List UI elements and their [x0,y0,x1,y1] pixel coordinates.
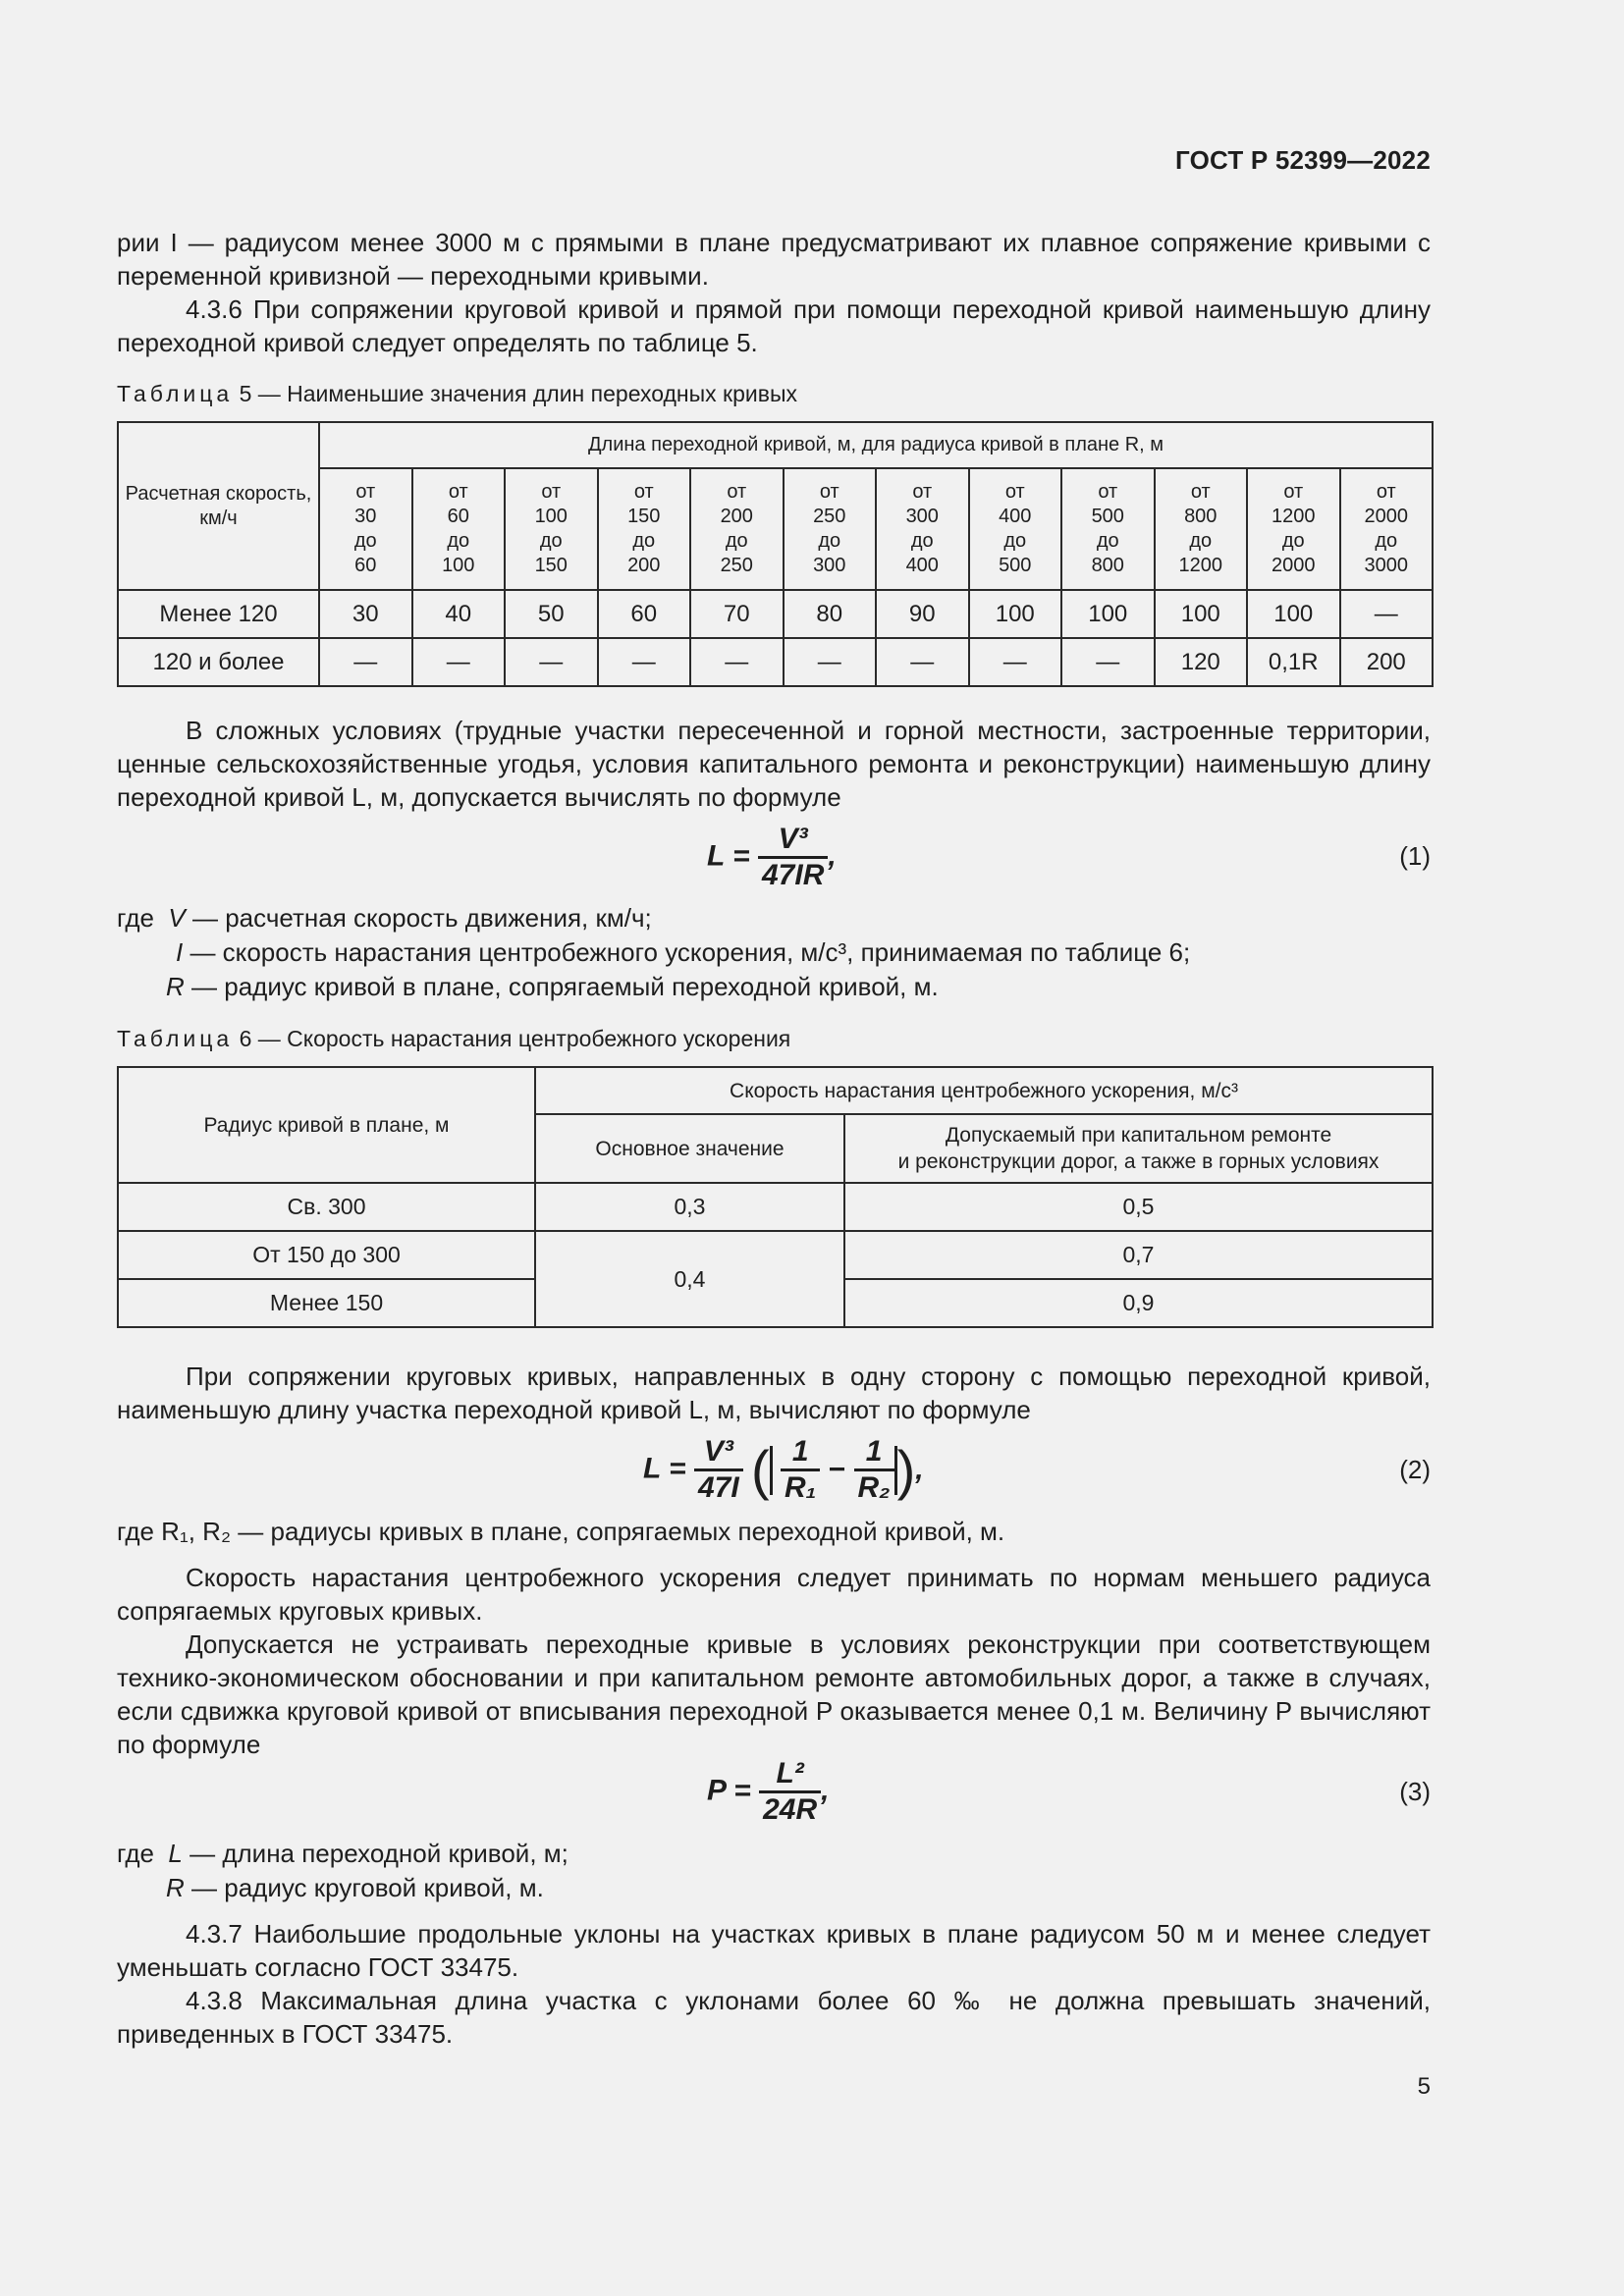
document-code: ГОСТ Р 52399—2022 [1175,145,1431,175]
table-5 [117,421,1434,687]
equation-number-1: (1) [1399,841,1431,871]
table6-main-value: 0,3 [535,1183,844,1231]
table6-caption-text: 6 — Скорость нарастания центробежного ускорения [233,1026,791,1051]
table5-range-line: 150 [627,506,661,527]
where-block-3 [117,1837,568,1905]
table5-range-line: от [1098,481,1118,503]
table6-main-value-merged: 0,4 [535,1231,844,1327]
table5-range-line: до [1281,530,1305,552]
formula2-comma: , [915,1453,924,1486]
table5-range-line: до [447,530,470,552]
where1-text: — скорость нарастания центробежного ускорения, м/с³, принимаемая по таблице 6; [183,937,1191,967]
table5-range-header [876,468,969,590]
table5-cell: 70 [690,590,784,638]
table5-range-line: до [818,530,841,552]
table6-row-over-300 [118,1183,1433,1231]
table6-allowed-value: 0,5 [844,1183,1433,1231]
table5-range-line: 800 [1091,555,1124,576]
table6-header-allowed [844,1114,1433,1183]
formula1-fraction [758,823,828,892]
table6-row-label: Св. 300 [118,1183,535,1231]
table5-range-line: 400 [999,506,1032,527]
table5-range-line: до [1003,530,1027,552]
table5-range-line: 200 [720,506,753,527]
formula2-open-paren: ( [751,1439,770,1501]
table5-cell: 0,1R [1247,638,1340,686]
table5-range-line: 1200 [1272,506,1316,527]
where1-text: — радиус кривой в плане, сопрягаемый переходной кривой, м. [184,972,939,1001]
where3-symbol: R [166,1873,185,1902]
table5-range-header [690,468,784,590]
where1-item-v [117,901,1190,935]
table5-range-line: от [727,481,747,503]
table5-header-speed: Расчетная скорость, км/ч [118,422,319,590]
closing-block [117,1917,1431,2051]
formula-1 [707,823,837,892]
table5-range-line: до [910,530,934,552]
table5-range-line: 300 [813,555,846,576]
table5-cell: — [876,638,969,686]
table5-range-header [969,468,1062,590]
where1-prefix: где [117,903,154,933]
formula1-numerator: V³ [758,823,828,859]
paragraph-complex: В сложных условиях (трудные участки пересеченной и горной местности, застроенные территории, ценные сельскохозяйственные угодья, условия капитального ремонта и реконструкции) наименьшую длину переходной кривой L, м, допускается вычислять по формуле [117,716,1431,812]
table5-cell: — [1061,638,1155,686]
table5-range-line: до [1375,530,1398,552]
table6-caption [117,1026,790,1052]
where1-item-i [117,935,1190,970]
paragraph-continuation: рии I — радиусом менее 3000 м с прямыми в плане предусматривают их плавное сопряжение кривыми с переменной кривизной — переходными кривыми. [117,228,1431,291]
formula3-fraction [759,1757,821,1827]
table5-range-line: от [541,481,562,503]
where1-symbol: V [168,903,186,933]
formula2-fraction [694,1435,743,1505]
table5-range-line: 500 [1091,506,1124,527]
where3-text: — длина переходной кривой, м; [182,1839,568,1868]
circular-curves-paragraph [117,1360,1431,1426]
formula2-close-paren: ) [896,1439,916,1501]
table5-range-line: 2000 [1364,506,1408,527]
where1-symbol: I [176,937,184,967]
formula2-denominator: 47I [697,1471,739,1504]
paragraph-allow: Допускается не устраивать переходные кривые в условиях реконструкции при соответствующем технико-экономическом обосновании и при капитальном ремонте автомобильных дорог, а также в случаях, если сдвижка круговой кривой от вписывания переходной P оказывается менее 0,1 м. Величину P вычисляют по формуле [117,1629,1431,1759]
table5-range-header [784,468,877,590]
table5-range-line: от [633,481,654,503]
where-block-1 [117,901,1190,1004]
table5-cell: 100 [969,590,1062,638]
table5-range-line: от [819,481,839,503]
table5-range-line: 2000 [1272,555,1316,576]
formula2-numerator: V³ [694,1435,743,1471]
table6-header-allowed-line1: Допускаемый при капитальном ремонте [945,1124,1332,1147]
table6-header-radius: Радиус кривой в плане, м [118,1067,535,1183]
table6-header-allowed-line2: и реконструкции дорог, а также в горных условиях [897,1150,1380,1173]
table5-cell: 200 [1340,638,1434,686]
table5-range-line: 800 [1184,506,1218,527]
table5-range-line: 300 [905,506,939,527]
table5-cell: 100 [1061,590,1155,638]
table6-allowed-value: 0,7 [844,1231,1433,1279]
table5-range-line: 60 [354,555,377,576]
formula2-fraction-r1 [781,1435,820,1505]
table6-row-label: Менее 150 [118,1279,535,1327]
where3-symbol: L [168,1839,183,1868]
table5-range-line: 1200 [1178,555,1222,576]
table5-range-header [319,468,412,590]
page-number: 5 [1417,2073,1431,2100]
table5-range-line: от [1004,481,1025,503]
table5-range-line: от [912,481,933,503]
table6-row-150-300 [118,1231,1433,1279]
table5-range-line: от [1376,481,1396,503]
table5-range-line: до [1096,530,1119,552]
table5-range-line: от [448,481,468,503]
table5-range-header [412,468,506,590]
table5-range-header [505,468,598,590]
table5-cell: — [412,638,506,686]
table5-range-header [1061,468,1155,590]
where-block-2 [117,1515,1431,1548]
where1-text: — расчетная скорость движения, км/ч; [185,903,652,933]
table5-row-label: Менее 120 [118,590,319,638]
table5-range-header [1247,468,1340,590]
paragraph-4-3-6: 4.3.6 При сопряжении круговой кривой и прямой при помощи переходной кривой наименьшую длину переходной кривой следует определять по таблице 5. [117,294,1431,357]
complex-conditions-paragraph [117,714,1431,814]
formula2-r1-numerator: 1 [781,1435,820,1471]
table5-range-line: 250 [720,555,753,576]
table5-cell: — [784,638,877,686]
table5-cell: 60 [598,590,691,638]
table6-header-main: Основное значение [535,1114,844,1183]
table5-range-line: от [1190,481,1211,503]
paragraph-circular: При сопряжении круговых кривых, направленных в одну сторону с помощью переходной кривой, наименьшую длину участка переходной кривой L, м, вычисляют по формуле [117,1362,1431,1424]
table5-range-line: 400 [905,555,939,576]
table-6 [117,1066,1434,1328]
table5-caption [117,381,797,407]
table5-cell: 50 [505,590,598,638]
formula2-r1-denominator: R₁ [785,1471,817,1504]
paragraph-4-3-8: 4.3.8 Максимальная длина участка с уклонами более 60 ‰ не должна превышать значений, приведенных в ГОСТ 33475. [117,1986,1431,2049]
table5-cell: 100 [1155,590,1248,638]
table5-caption-prefix: Таблица [117,381,234,406]
table5-range-line: 500 [999,555,1032,576]
formula1-denominator: 47IR [761,859,825,891]
table5-range-header [598,468,691,590]
where1-item-r [117,970,1190,1004]
paragraph-4-3-7: 4.3.7 Наибольшие продольные уклоны на участках кривых в плане радиусом 50 м и менее следует уменьшать согласно ГОСТ 33475. [117,1919,1431,1982]
table5-cell: 120 [1155,638,1248,686]
table6-allowed-value: 0,9 [844,1279,1433,1327]
table5-cell: 80 [784,590,877,638]
where3-item-r [117,1871,568,1905]
table5-caption-text: 5 — Наименьшие значения длин переходных кривых [233,381,797,406]
table5-range-line: 30 [354,506,377,527]
formula2-fraction-r2 [854,1435,894,1505]
table5-range-line: до [1189,530,1213,552]
table5-range-line: 3000 [1364,555,1408,576]
formula-2 [643,1435,924,1505]
formula3-numerator: L² [759,1757,821,1793]
table5-range-line: до [353,530,377,552]
formula3-denominator: 24R [763,1793,818,1826]
formula3-comma: , [821,1774,830,1807]
formula1-lhs: L = [707,839,750,873]
where3-item-l [117,1837,568,1871]
table5-range-line: 250 [813,506,846,527]
table5-range-line: 200 [627,555,661,576]
intro-block [117,226,1431,359]
table5-cell: 40 [412,590,506,638]
formula2-abs-left [770,1446,773,1495]
where3-text: — радиус круговой кривой, м. [184,1873,544,1902]
table6-row-label: От 150 до 300 [118,1231,535,1279]
table5-range-line: 100 [442,555,475,576]
table5-cell: — [969,638,1062,686]
table5-range-header [1340,468,1434,590]
table5-cell: — [690,638,784,686]
equation-number-2: (2) [1399,1455,1431,1484]
formula-3 [707,1757,830,1827]
table5-range-line: 60 [447,506,469,527]
where2-text: где R₁, R₂ — радиусы кривых в плане, сопрягаемых переходной кривой, м. [117,1517,1005,1546]
formula2-lhs: L = [643,1452,686,1485]
table5-range-line: до [539,530,563,552]
text-block-after-formula2 [117,1561,1431,1761]
table5-cell: 90 [876,590,969,638]
table5-header-group: Длина переходной кривой, м, для радиуса кривой в плане R, м [319,422,1433,468]
equation-number-3: (3) [1399,1777,1431,1806]
formula1-comma: , [828,839,837,873]
table6-header-group: Скорость нарастания центробежного ускорения, м/с³ [535,1067,1433,1114]
table5-cell: — [1340,590,1434,638]
table5-range-line: 150 [534,555,568,576]
table5-range-line: от [355,481,376,503]
table5-range-line: от [1283,481,1304,503]
table5-row-120-plus [118,638,1433,686]
formula3-lhs: P = [707,1774,751,1807]
where3-prefix: где [117,1839,154,1868]
table5-row-less-120 [118,590,1433,638]
table5-range-line: до [632,530,656,552]
table5-cell: 100 [1247,590,1340,638]
table5-range-line: 100 [534,506,568,527]
where1-symbol: R [166,972,185,1001]
table5-cell: — [505,638,598,686]
formula2-r2-denominator: R₂ [857,1471,891,1504]
formula2-r2-numerator: 1 [854,1435,894,1471]
formula2-minus: − [828,1453,846,1486]
table5-row-label: 120 и более [118,638,319,686]
table5-cell: 30 [319,590,412,638]
table5-range-line: до [725,530,748,552]
paragraph-speed: Скорость нарастания центробежного ускорения следует принимать по нормам меньшего радиуса сопрягаемых круговых кривых. [117,1563,1431,1626]
table6-caption-prefix: Таблица [117,1026,234,1051]
table5-range-header [1155,468,1248,590]
table5-cell: — [319,638,412,686]
table5-cell: — [598,638,691,686]
